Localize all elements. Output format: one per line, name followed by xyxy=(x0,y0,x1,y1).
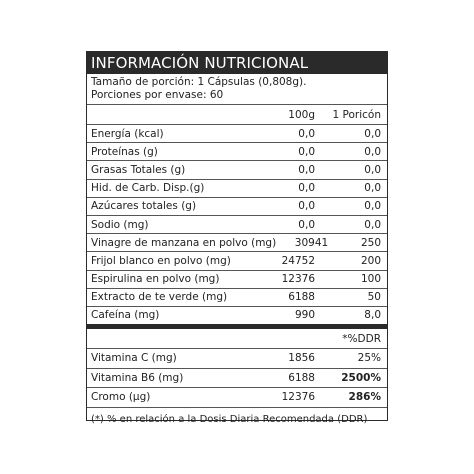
nutrient-rows xyxy=(87,124,387,324)
nutrient-portion: 8,0 xyxy=(364,309,381,322)
nutrient-per100: 12376 xyxy=(281,273,315,286)
nutrient-row xyxy=(87,142,387,160)
nutrient-per100: 0,0 xyxy=(298,163,315,176)
vitamin-name: Vitamina B6 (mg) xyxy=(91,371,184,384)
nutrient-name: Azúcares totales (g) xyxy=(91,200,197,213)
nutrition-label xyxy=(86,51,388,425)
vitamin-row xyxy=(87,387,387,407)
nutrient-name: Vinagre de manzana en polvo (mg) xyxy=(91,236,277,249)
nutrient-row xyxy=(87,306,387,324)
nutrient-portion: 100 xyxy=(360,273,381,286)
nutrient-name: Frijol blanco en polvo (mg) xyxy=(91,254,231,267)
nutrient-row xyxy=(87,160,387,178)
vitamin-per100: 6188 xyxy=(288,371,315,384)
nutrient-portion: 50 xyxy=(367,291,381,304)
nutrient-portion: 0,0 xyxy=(364,182,381,195)
nutrient-per100: 24752 xyxy=(281,254,315,267)
nutrient-portion: 0,0 xyxy=(364,145,381,158)
nutrient-name: Hid. de Carb. Disp.(g) xyxy=(91,182,205,195)
header-100g: 100g xyxy=(288,108,315,121)
header-portion: 1 Poricón xyxy=(332,108,381,121)
nutrient-portion: 0,0 xyxy=(364,218,381,231)
nutrient-portion: 0,0 xyxy=(364,163,381,176)
nutrient-portion: 0,0 xyxy=(364,127,381,140)
column-header-row xyxy=(87,104,387,124)
nutrient-portion: 250 xyxy=(360,236,381,249)
nutrient-per100: 0,0 xyxy=(298,145,315,158)
nutrient-per100: 0,0 xyxy=(298,218,315,231)
label-title: INFORMACIÓN NUTRICIONAL xyxy=(87,52,387,74)
nutrient-name: Grasas Totales (g) xyxy=(91,163,186,176)
nutrient-row xyxy=(87,270,387,288)
vitamin-ddr: 2500% xyxy=(341,371,381,384)
nutrient-name: Energía (kcal) xyxy=(91,127,164,140)
vitamin-name: Cromo (µg) xyxy=(91,391,151,404)
serving-size: Tamaño de porción: 1 Cápsulas (0,808g). xyxy=(91,76,307,88)
nutrient-per100: 0,0 xyxy=(298,127,315,140)
nutrient-row xyxy=(87,288,387,306)
vitamin-row xyxy=(87,348,387,368)
vitamin-ddr: 25% xyxy=(357,352,381,365)
nutrient-name: Extracto de te verde (mg) xyxy=(91,291,228,304)
nutrient-portion: 200 xyxy=(360,254,381,267)
nutrient-name: Sodio (mg) xyxy=(91,218,149,231)
nutrient-name: Proteínas (g) xyxy=(91,145,158,158)
vitamin-rows xyxy=(87,348,387,407)
nutrient-row xyxy=(87,124,387,142)
footnote: (*) % en relación a la Dosis Diaria Recomendada (DDR) xyxy=(87,407,387,437)
vitamin-per100: 12376 xyxy=(281,391,315,404)
ddr-header: *%DDR xyxy=(342,332,381,345)
nutrient-portion: 0,0 xyxy=(364,200,381,213)
ddr-header-row xyxy=(87,329,387,348)
vitamin-name: Vitamina C (mg) xyxy=(91,352,177,365)
nutrient-row xyxy=(87,197,387,215)
nutrient-name: Cafeína (mg) xyxy=(91,309,160,322)
nutrient-row xyxy=(87,251,387,269)
serving-info xyxy=(87,74,387,104)
nutrient-row xyxy=(87,179,387,197)
servings-per-container: Porciones por envase: 60 xyxy=(91,89,224,101)
nutrient-row xyxy=(87,215,387,233)
vitamin-row xyxy=(87,368,387,388)
vitamin-per100: 1856 xyxy=(288,352,315,365)
nutrient-per100: 990 xyxy=(294,309,315,322)
vitamin-ddr: 286% xyxy=(348,391,381,404)
nutrient-per100: 0,0 xyxy=(298,200,315,213)
nutrient-name: Espirulina en polvo (mg) xyxy=(91,273,220,286)
nutrient-per100: 6188 xyxy=(288,291,315,304)
nutrient-per100: 0,0 xyxy=(298,182,315,195)
nutrient-row xyxy=(87,233,387,251)
nutrient-per100: 30941 xyxy=(294,236,329,249)
